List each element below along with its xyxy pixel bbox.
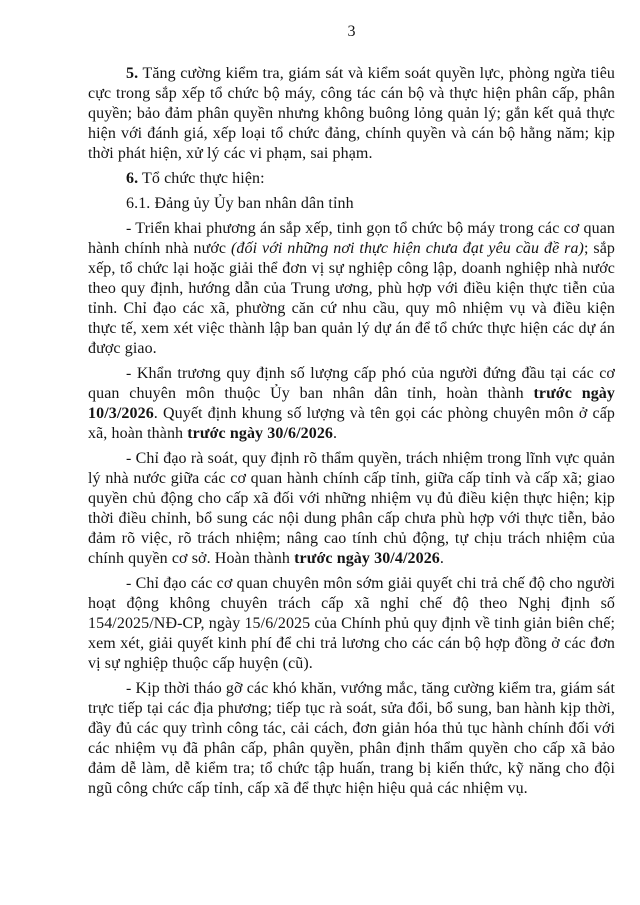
paragraph [88,169,615,189]
page-number: 3 [347,23,356,40]
text-run: Tổ chức thực hiện: [138,170,265,187]
text-run: . Quyết định khung số lượng và tên gọi các phòng chuyên môn ở cấp xã, hoàn thành [88,405,615,442]
paragraph [88,64,615,164]
document-body [88,64,615,804]
italic-run: (đối với những nơi thực hiện chưa đạt yêu cầu đề ra) [230,240,584,257]
text-run: . [439,550,444,567]
text-run: . [333,425,338,442]
paragraph [88,449,615,569]
bold-run: trước ngày 30/6/2026 [187,425,334,442]
bold-run: trước ngày 10/3/2026 [88,385,616,422]
text-run: 6.1. Đảng ủy Ủy ban nhân dân tỉnh [126,195,354,212]
bold-run: trước ngày 30/4/2026 [294,550,440,567]
text-run: Tăng cường kiểm tra, giám sát và kiểm soát quyền lực, phòng ngừa tiêu cực trong sắp xếp tổ chức bộ máy, công tác cán bộ và thực hiện phân cấp, phân quyền; bảo đảm phân quyền nhưng không buông lỏng quản lý; gắn kết quả thực hiện với đánh giá, xếp loại tổ chức đảng, chính quyền và cán bộ hằng năm; kịp thời phát hiện, xử lý các vi phạm, sai phạm. [88,65,615,162]
paragraph [88,574,615,674]
text-run: - Chỉ đạo rà soát, quy định rõ thẩm quyền, trách nhiệm trong lĩnh vực quản lý nhà nước giữa các cơ quan hành chính cấp tỉnh, giữa cấp tỉnh và cấp xã; giao quyền chủ động cho cấp xã đối với những nhiệm vụ đủ điều kiện thực hiện; kịp thời điều chỉnh, bổ sung các nội dung phân cấp chưa phù hợp với thực tiễn, bảo đảm rõ việc, rõ trách nhiệm; nâng cao tính chủ động, tự chịu trách nhiệm của chính quyền cơ sở. Hoàn thành [88,450,615,567]
paragraph [88,364,615,444]
text-run: - Chỉ đạo các cơ quan chuyên môn sớm giải quyết chi trả chế độ cho người hoạt động không chuyên trách cấp xã nghỉ chế độ theo Nghị định số 154/2025/NĐ-CP, ngày 15/6/2025 của Chính phủ quy định về tinh giản biên chế; xem xét, giải quyết kinh phí để chi trả lương cho các cán bộ hợp đồng ở các đơn vị sự nghiệp thuộc cấp huyện (cũ). [88,575,615,672]
bold-run: 6. [126,170,139,187]
text-run: ; sắp xếp, tổ chức lại hoặc giải thể đơn vị sự nghiệp công lập, doanh nghiệp nhà nước theo quy định, hướng dẫn của Trung ương, phù hợp với điều kiện thực tiễn của tỉnh. Chỉ đạo các xã, phường căn cứ nhu cầu, quy mô nhiệm vụ và điều kiện thực tế, xem xét việc thành lập ban quản lý dự án để tổ chức thực hiện các dự án được giao. [88,240,616,357]
paragraph [88,219,615,359]
paragraph [88,679,615,799]
paragraph [88,194,615,214]
bold-run: 5. [126,65,139,82]
text-run: - Triển khai phương án sắp xếp, tinh gọn tổ chức bộ máy trong các cơ quan hành chính nhà nước [88,220,615,257]
text-run: - Khẩn trương quy định số lượng cấp phó của người đứng đầu tại các cơ quan chuyên môn thuộc Ủy ban nhân dân tỉnh, hoàn thành [88,365,615,402]
text-run: - Kịp thời tháo gỡ các khó khăn, vướng mắc, tăng cường kiểm tra, giám sát trực tiếp tại các địa phương; tiếp tục rà soát, sửa đổi, bổ sung, ban hành kịp thời, đầy đủ các quy trình công tác, cải cách, đơn giản hóa thủ tục hành chính đối với các nhiệm vụ đã phân cấp, phân quyền, phân định thẩm quyền cho cấp xã bảo đảm dễ làm, dễ kiểm tra; tổ chức tập huấn, trang bị kiến thức, kỹ năng cho đội ngũ công chức cấp tỉnh, cấp xã để thực hiện hiệu quả các nhiệm vụ. [88,680,615,797]
